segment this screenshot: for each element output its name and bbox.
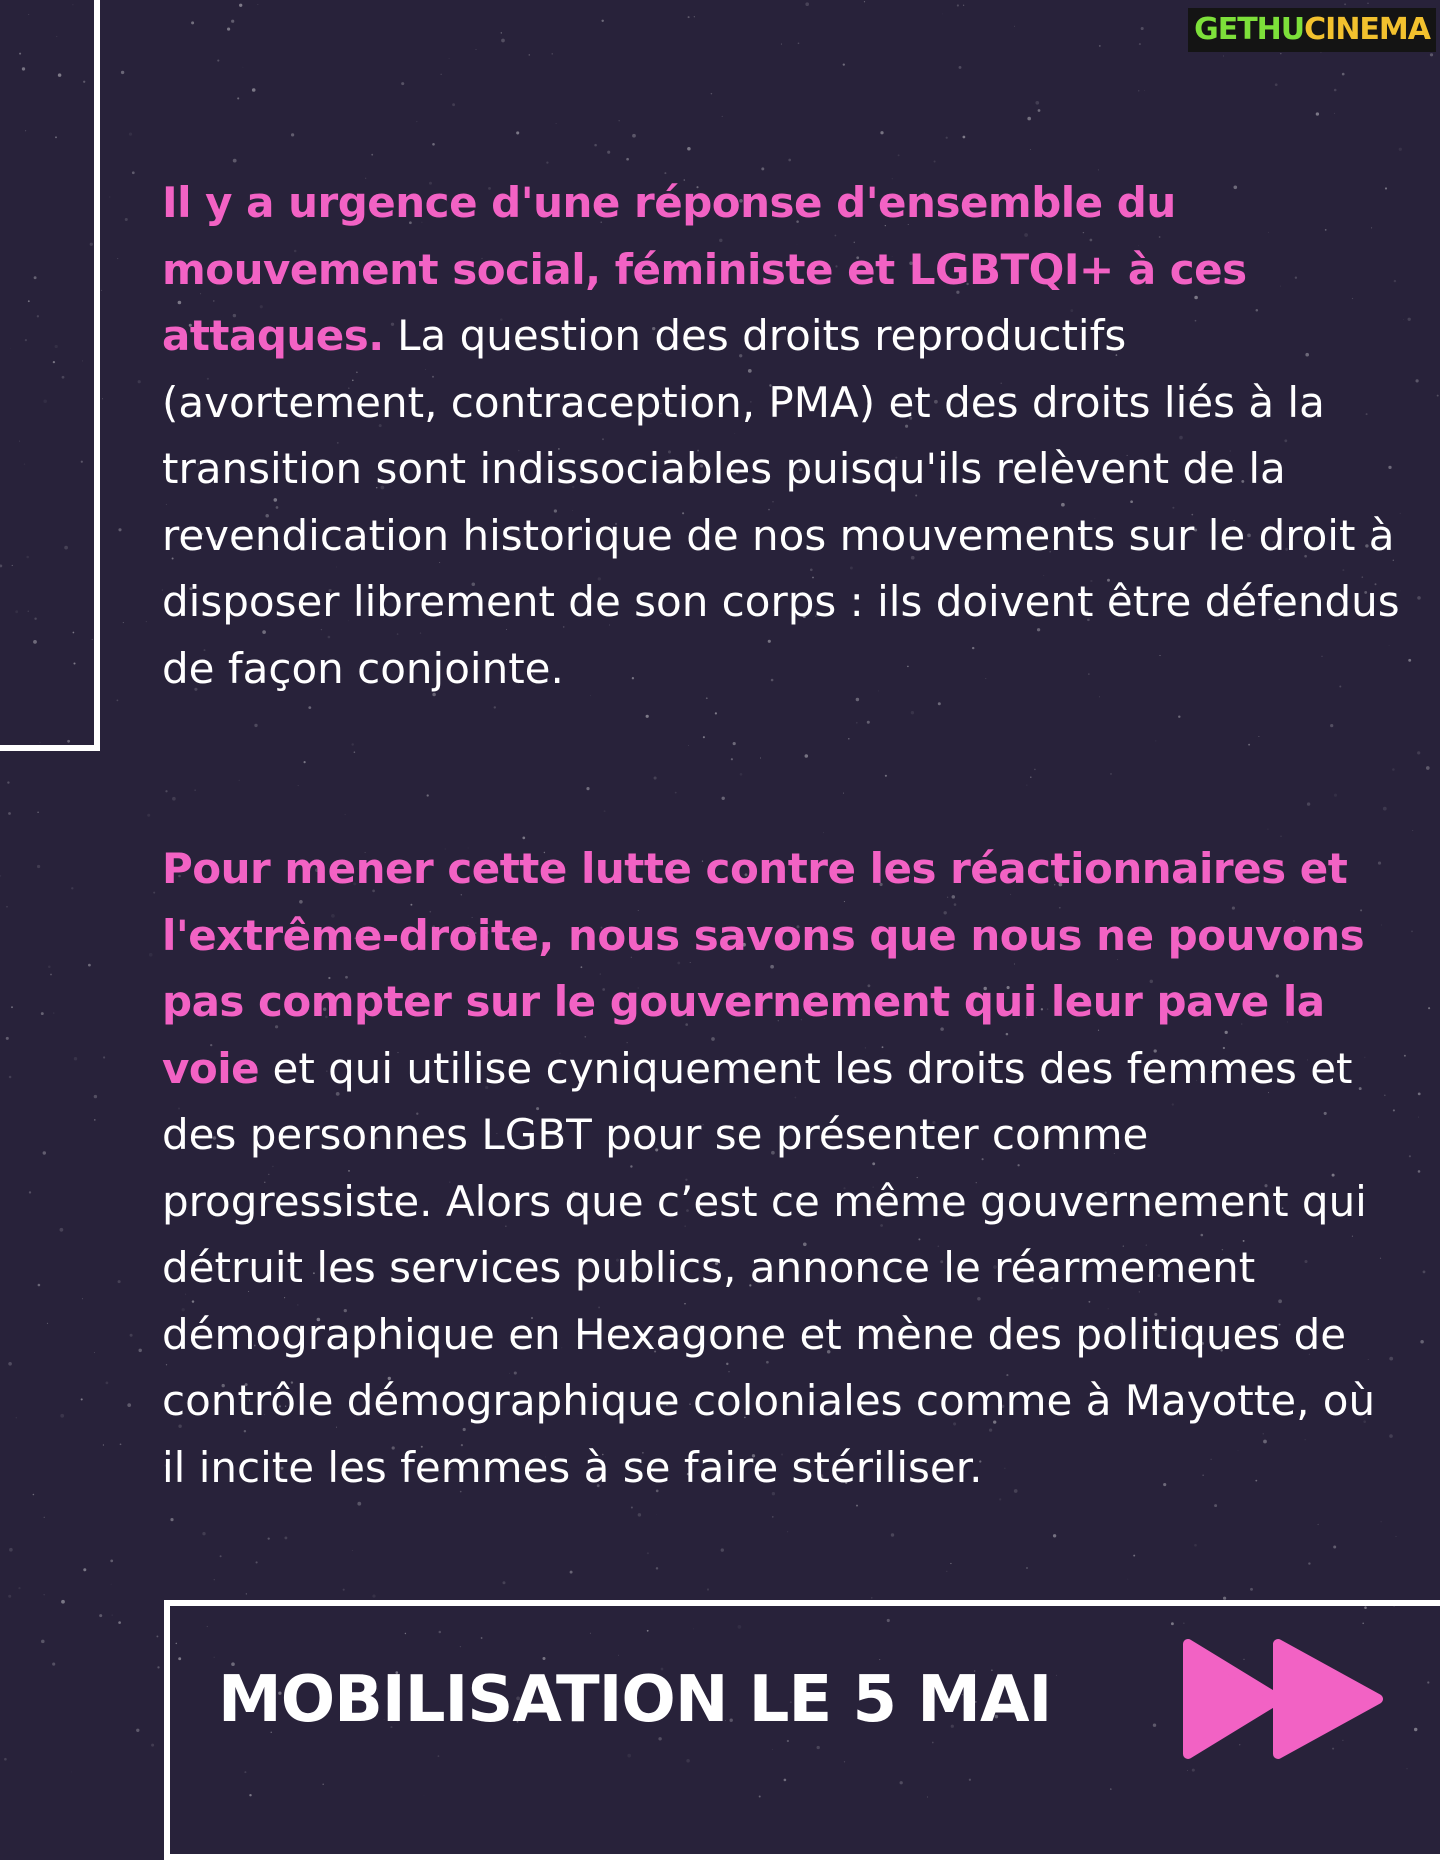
frame-top-left bbox=[0, 0, 100, 751]
paragraph-1-body: La question des droits reproductifs (avortement, contraception, PMA) et des droits liés à la transition sont indissociables puisqu'ils relèvent de la revendication historique de nos mouvements sur le droit à disposer librement de son corps : ils doivent être défendus de façon conjointe. bbox=[162, 311, 1400, 693]
watermark-part-2: CINEMA bbox=[1304, 12, 1430, 47]
watermark-logo bbox=[1188, 8, 1436, 52]
watermark-part-1: GETHU bbox=[1194, 12, 1305, 47]
paragraph-2-body: et qui utilise cyniquement les droits des femmes et des personnes LGBT pour se présenter comme progressiste. Alors que c’est ce même gouvernement qui détruit les services publics, annonce le réarmement démographique en Hexagone et mène des politiques de contrôle démographique coloniales comme à Mayotte, où il incite les femmes à se faire stériliser. bbox=[162, 1043, 1376, 1492]
fast-forward-icon bbox=[1180, 1636, 1386, 1762]
paragraph-1-highlight: Il y a urgence d'une réponse d'ensemble du mouvement social, féministe et LGBTQI+ à ces attaques. bbox=[162, 178, 1247, 360]
paragraph-2-highlight: Pour mener cette lutte contre les réactionnaires et l'extrême-droite, nous savons que nous ne pouvons pas compter sur le gouvernement qui leur pave la voie bbox=[162, 844, 1365, 1093]
paragraph-1 bbox=[162, 170, 1402, 702]
cta-label: MOBILISATION LE 5 MAI bbox=[218, 1663, 1052, 1737]
paragraph-2 bbox=[162, 836, 1402, 1501]
